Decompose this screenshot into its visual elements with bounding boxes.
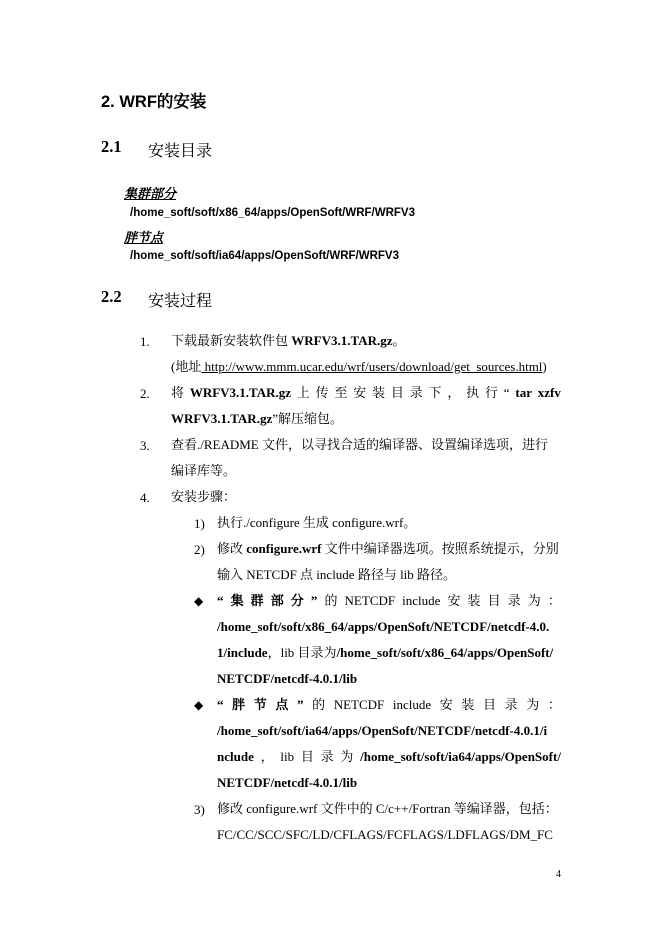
section-heading: 2. WRF的安装 <box>101 93 207 111</box>
step4-text: 安装步骤： <box>171 489 237 504</box>
address-close: ) <box>542 359 547 374</box>
bullet1-line3: 1/include，lib 目录为/home_soft/soft/x86_64/apps/OpenSoft/ <box>217 645 554 660</box>
bullet2-line3: nclude ， lib 目 录 为 /home_soft/soft/ia64/apps/OpenSoft/ <box>217 749 561 764</box>
step-number: 4. <box>140 490 150 505</box>
step1-package: WRFV3.1.TAR.gz <box>291 333 393 348</box>
step3-line2: 编译库等。 <box>171 463 237 478</box>
bullet2-line4: NETCDF/netcdf-4.0.1/lib <box>217 775 358 790</box>
step3-line1: 查看./README 文件，以寻找合适的编译器、设置编译选项，进行 <box>171 437 549 452</box>
cluster-path: /home_soft/soft/x86_64/apps/OpenSoft/WRF/WRFV3 <box>130 207 415 219</box>
diamond-bullet-icon: ◆ <box>194 698 204 712</box>
substep-number: 2) <box>194 542 205 557</box>
page-number: 4 <box>556 869 561 880</box>
substep2-line2: 输入 NETCDF 点 include 路径与 lib 路径。 <box>217 567 457 582</box>
subsection-number-2-2: 2.2 <box>101 287 122 306</box>
step1-post: 。 <box>392 333 406 348</box>
substep1-text: 执行./configure 生成 configure.wrf。 <box>217 515 417 530</box>
step-number: 1. <box>140 334 150 349</box>
bullet2-line1: “ 胖 节 点 ” 的 NETCDF include 安 装 目 录 为 ： <box>217 697 561 712</box>
subsection-title-2-2: 安装过程 <box>148 291 213 310</box>
download-link[interactable]: http://www.mmm.ucar.edu/wrf/users/download/get_sources.html <box>201 359 543 374</box>
subsection-number-2-1: 2.1 <box>101 137 122 156</box>
step2-line2: WRFV3.1.TAR.gz”解压缩包。 <box>171 411 344 426</box>
fat-node-path: /home_soft/soft/ia64/apps/OpenSoft/WRF/WRFV3 <box>130 250 399 262</box>
fat-node-label: 胖节点 <box>124 231 164 246</box>
bullet1-line1: “ 集 群 部 分 ” 的 NETCDF include 安 装 目 录 为 ： <box>217 593 561 608</box>
address-open: (地址 <box>171 359 202 374</box>
step-number: 2. <box>140 386 150 401</box>
step1-address <box>171 354 547 380</box>
substep2-line1: 修改 configure.wrf 文件中编译器选项。按照系统提示，分别 <box>217 541 559 556</box>
substep3-line2: FC/CC/SCC/SFC/LD/CFLAGS/FCFLAGS/LDFLAGS/DM_FC <box>217 827 553 842</box>
substep3-line1: 修改 configure.wrf 文件中的 C/c++/Fortran 等编译器，包括： <box>217 801 558 816</box>
substep-number: 1) <box>194 516 205 531</box>
step1-text <box>171 328 406 354</box>
step2-line1: 将 WRFV3.1.TAR.gz 上 传 至 安 装 目 录 下 ， 执 行 “ tar xzfv <box>171 385 561 400</box>
bullet1-line2: /home_soft/soft/x86_64/apps/OpenSoft/NETCDF/netcdf-4.0. <box>217 619 550 634</box>
bullet2-line2: /home_soft/soft/ia64/apps/OpenSoft/NETCDF/netcdf-4.0.1/i <box>217 723 548 738</box>
substep-number: 3) <box>194 802 205 817</box>
step-number: 3. <box>140 438 150 453</box>
diamond-bullet-icon: ◆ <box>194 594 204 608</box>
step1-pre: 下载最新安装软件包 <box>171 333 292 348</box>
bullet1-line4: NETCDF/netcdf-4.0.1/lib <box>217 671 358 686</box>
cluster-label: 集群部分 <box>124 187 177 202</box>
subsection-title-2-1: 安装目录 <box>148 141 213 160</box>
